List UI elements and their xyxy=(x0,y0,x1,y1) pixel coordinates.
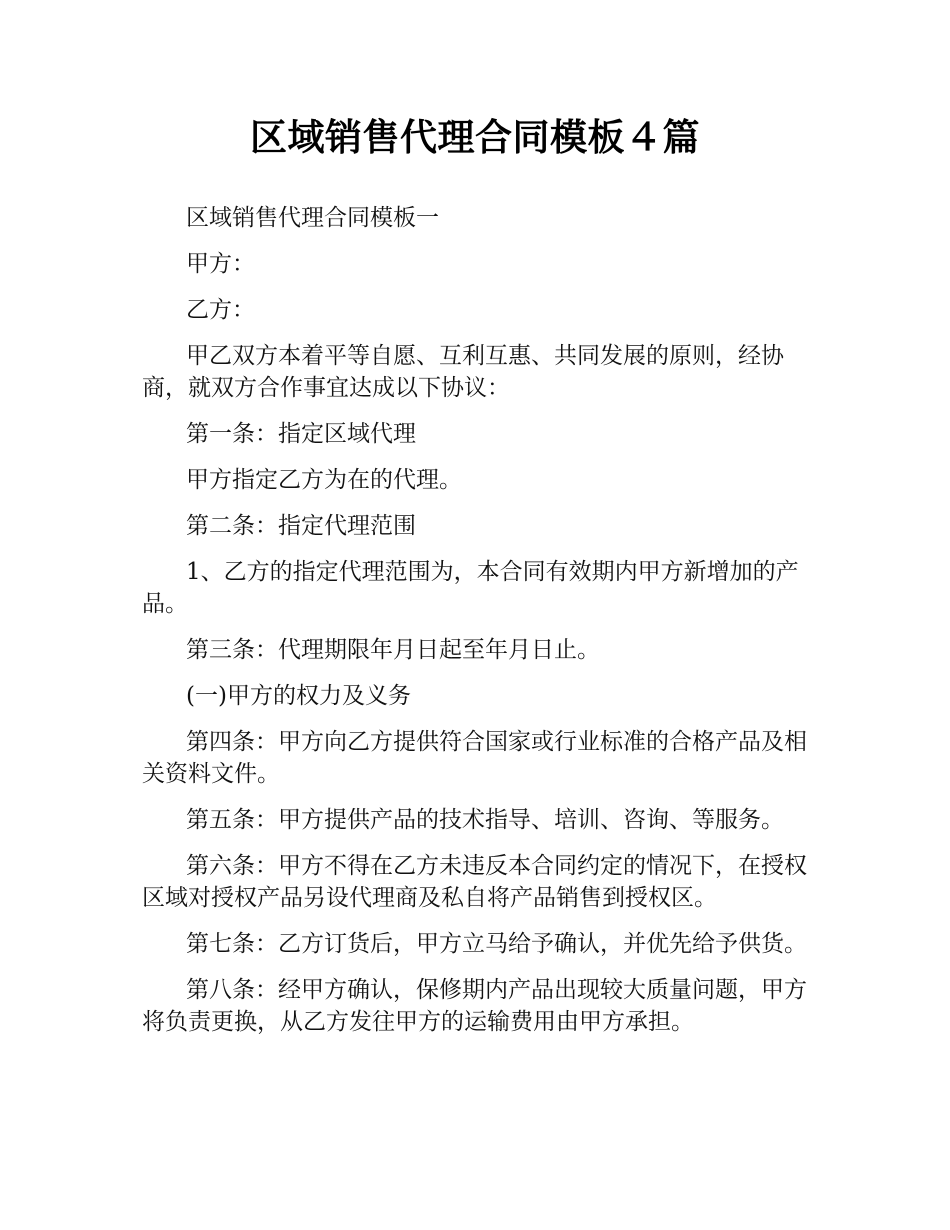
paragraph-article-8: 第八条：经甲方确认，保修期内产品出现较大质量问题，甲方将负责更换，从乙方发往甲方的运输费用由甲方承担。 xyxy=(142,977,807,1035)
document-body xyxy=(142,202,822,1052)
paragraph-article-5: 第五条：甲方提供产品的技术指导、培训、咨询、等服务。 xyxy=(186,807,784,833)
paragraph-party-b: 乙方： xyxy=(186,297,255,323)
paragraph-article-1: 第一条：指定区域代理 xyxy=(186,421,416,447)
paragraph-party-a: 甲方： xyxy=(186,251,255,277)
paragraph-article-1-body: 甲方指定乙方为在的代理。 xyxy=(186,467,462,493)
paragraph-article-2: 第二条：指定代理范围 xyxy=(186,513,416,539)
paragraph-heading: 区域销售代理合同模板一 xyxy=(186,205,439,231)
paragraph-article-7: 第七条：乙方订货后，甲方立马给予确认，并优先给予供货。 xyxy=(186,931,807,957)
paragraph-article-6: 第六条：甲方不得在乙方未违反本合同约定的情况下，在授权区域对授权产品另设代理商及私自将产品销售到授权区。 xyxy=(142,853,807,911)
paragraph-article-2-body: 1、乙方的指定代理范围为，本合同有效期内甲方新增加的产品。 xyxy=(142,559,799,617)
document-title: 区域销售代理合同模板４篇 xyxy=(250,116,700,159)
paragraph-article-4: 第四条：甲方向乙方提供符合国家或行业标准的合格产品及相关资料文件。 xyxy=(142,729,807,787)
paragraph-preamble: 甲乙双方本着平等自愿、互利互惠、共同发展的原则，经协商，就双方合作事宜达成以下协议： xyxy=(142,343,784,401)
paragraph-article-3: 第三条：代理期限年月日起至年月日止。 xyxy=(186,637,600,663)
paragraph-section-1: (一)甲方的权力及义务 xyxy=(186,683,411,709)
